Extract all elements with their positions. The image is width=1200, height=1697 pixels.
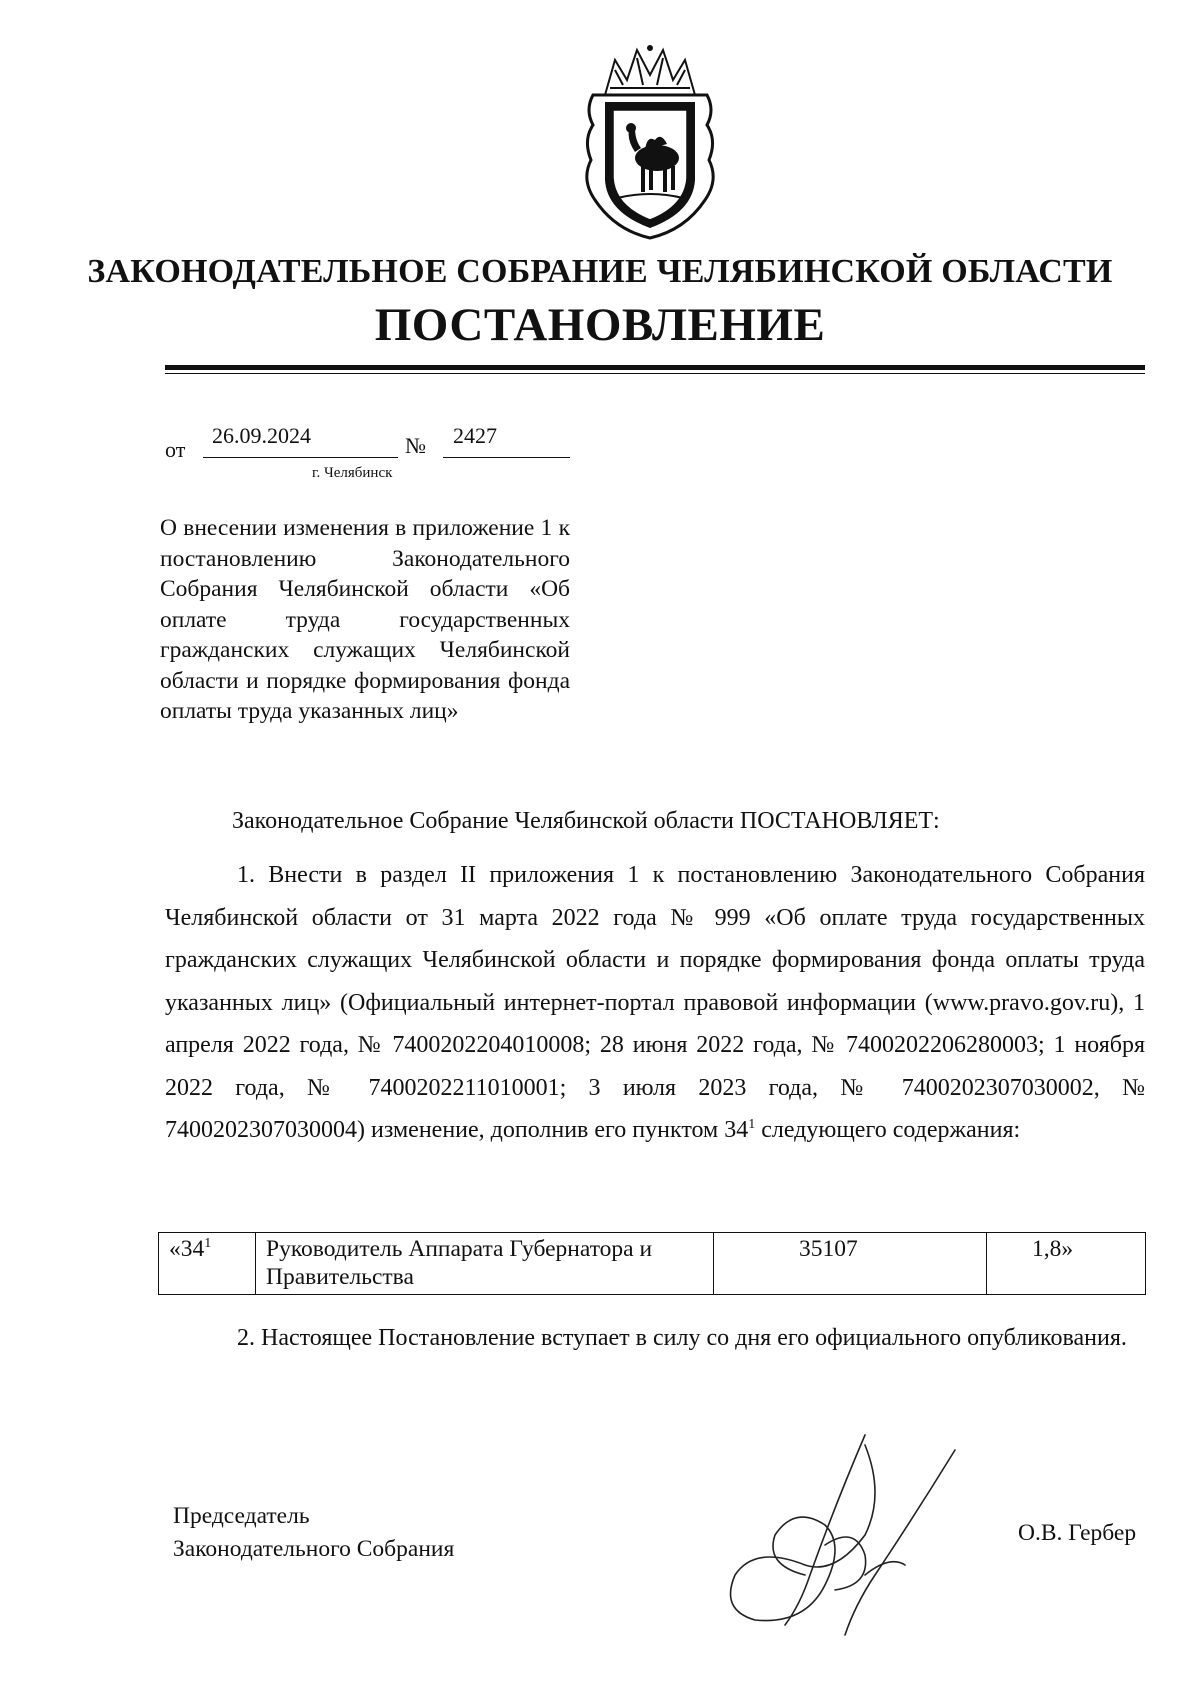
- signatory-title-line1: Председатель: [173, 1503, 310, 1529]
- preamble: Законодательное Собрание Челябинской области ПОСТАНОВЛЯЕТ:: [232, 808, 940, 834]
- number-underline: [443, 456, 570, 458]
- amendment-table: [158, 1232, 1146, 1295]
- table-cell-number: «$34^1$: [159, 1233, 256, 1295]
- header-divider-thin: [165, 373, 1145, 374]
- document-type: ПОСТАНОВЛЕНИЕ: [374, 299, 826, 351]
- signatory-title: [173, 1500, 454, 1566]
- organization-title: ЗАКОНОДАТЕЛЬНОЕ СОБРАНИЕ ЧЕЛЯБИНСКОЙ ОБЛАСТИ: [87, 253, 1113, 290]
- item-1-text: 1. Внести в раздел II приложения 1 к постановлению Законодательного Собрания Челябинской области от 31 марта 2022 года № 999 «Об оплате труда государственных гражданских служащих Челябинской области и порядке формирования фонда оплаты труда указанных лиц» (Официальный интернет-портал правовой информации (www.pravo.gov.ru), 1 апреля 2022 года, № 7400202204010008; 28 июня 2022 года, № 7400202206280003; 1 ноября 2022 года, № 7400202211010001; 3 июля 2023 года, № 7400202307030002, № 7400202307030004) изменение, дополнив его пунктом 34: [165, 862, 1145, 1143]
- document-number: 2427: [453, 423, 497, 448]
- document-date: 26.09.2024: [212, 423, 311, 448]
- table-cell-position: Руководитель Аппарата Губернатора и Правительства: [256, 1233, 714, 1295]
- item-1: [165, 854, 1145, 1152]
- table-row: [159, 1233, 1146, 1295]
- document-subject: О внесении изменения в приложение 1 к постановлению Законодательного Собрания Челябинской области «Об оплате труда государственных гражданских служащих Челябинской области и порядке формирования фонда оплаты труда указанных лиц»: [160, 515, 570, 724]
- item-1-superscript: 1: [748, 1117, 756, 1132]
- number-prefix: №: [405, 433, 426, 458]
- handwritten-signature: [715, 1425, 965, 1645]
- table-cell-code: 35107: [714, 1233, 987, 1295]
- city: г. Челябинск: [312, 465, 393, 481]
- item-2: [165, 1317, 1145, 1360]
- item-2-text: 2. Настоящее Постановление вступает в силу со дня его официального опубликования.: [237, 1325, 1127, 1351]
- date-prefix: от: [165, 437, 186, 462]
- signatory-name: О.В. Гербер: [1018, 1520, 1137, 1546]
- table-cell-coefficient: 1,8»: [987, 1233, 1146, 1295]
- signatory-title-line2: Законодательного Собрания: [173, 1536, 455, 1562]
- header-divider: [165, 365, 1145, 370]
- date-underline: [203, 456, 398, 458]
- coat-of-arms-icon: [575, 40, 725, 240]
- item-1-tail: следующего содержания:: [761, 1117, 1021, 1143]
